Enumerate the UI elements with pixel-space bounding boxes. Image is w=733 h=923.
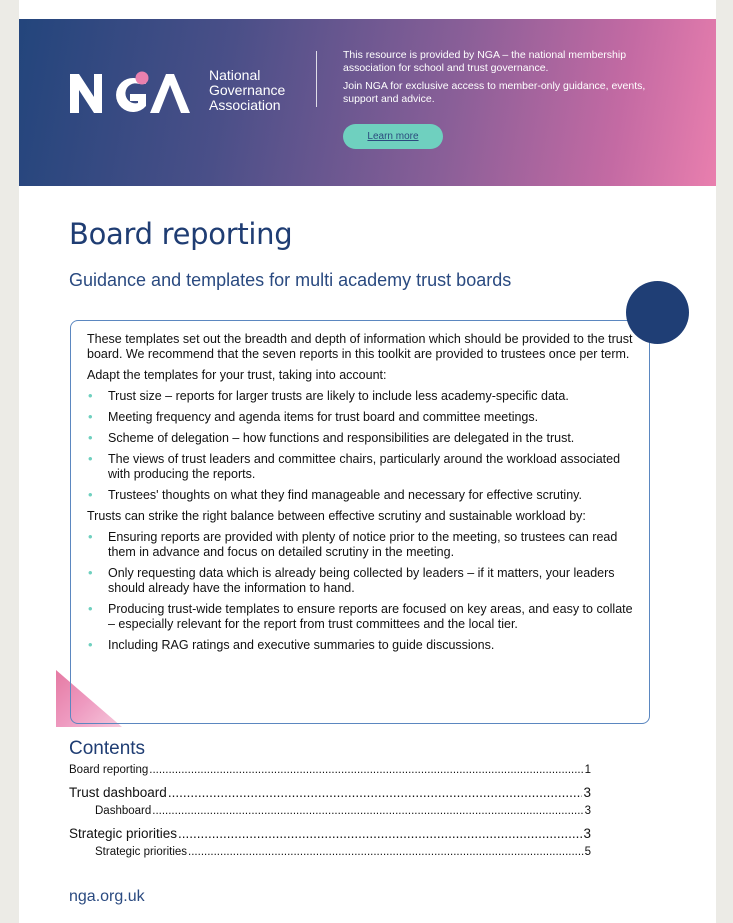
banner-info-text: Join NGA for exclusive access to member-only guidance, events, support and advice. [343, 80, 646, 105]
toc-entry[interactable] [69, 764, 591, 782]
list-item [87, 410, 633, 425]
list-item [87, 602, 633, 632]
list-item [87, 638, 633, 653]
nga-logo [70, 70, 202, 114]
toc-leader [152, 805, 583, 817]
toc-entry[interactable] [69, 785, 591, 805]
toc-entry-label: Board reporting [69, 764, 149, 776]
bullet-icon: • [88, 430, 93, 445]
toc-entry[interactable] [69, 826, 591, 846]
list-item [87, 530, 633, 560]
list-item-text: Meeting frequency and agenda items for trust board and committee meetings. [108, 410, 539, 424]
banner-divider [316, 51, 317, 107]
intro-paragraph: Trusts can strike the right balance between effective scrutiny and sustainable workload by: [87, 509, 586, 523]
list-item-text: Producing trust-wide templates to ensure reports are focused on key areas, and easy to collate – especially relevant for the report from trust committees and the local tier. [108, 602, 633, 631]
contents-heading: Contents [69, 738, 146, 759]
list-item-text: Trustees' thoughts on what they find manageable and necessary for effective scrutiny. [108, 488, 582, 502]
list-item-text: Scheme of delegation – how functions and responsibilities are delegated in the trust. [108, 431, 575, 445]
bullet-icon: • [88, 565, 93, 580]
toc-leader [188, 846, 584, 858]
toc-leader [149, 764, 583, 776]
page-subtitle: Guidance and templates for multi academy trust boards [69, 270, 512, 290]
toc-entry-page: 3 [583, 826, 591, 841]
toc-leader [178, 826, 582, 841]
toc-entry-page: 3 [584, 805, 591, 817]
document-page [19, 0, 716, 923]
toc-entry-label: Dashboard [95, 805, 152, 817]
intro-paragraph: Adapt the templates for your trust, taking into account: [87, 368, 387, 382]
toc-entry-page: 1 [584, 764, 591, 776]
intro-paragraph: These templates set out the breadth and depth of information which should be provided to the trust board. We recommend that the seven reports in this toolkit are provided to trustees once per term. [87, 332, 633, 361]
org-name [209, 68, 319, 113]
list-item [87, 566, 633, 596]
intro-box [70, 320, 650, 724]
list-item-text: Including RAG ratings and executive summaries to guide discussions. [108, 638, 495, 652]
decorative-navy-circle [626, 281, 689, 344]
bullet-icon: • [88, 601, 93, 616]
bullet-icon: • [88, 487, 93, 502]
org-name-line: National [209, 67, 261, 83]
page-title: Board reporting [69, 217, 293, 251]
list-item [87, 431, 633, 446]
banner-info [343, 49, 663, 111]
table-of-contents [69, 764, 591, 864]
toc-entry[interactable] [69, 805, 591, 823]
toc-entry-label: Strategic priorities [95, 846, 188, 858]
list-item [87, 389, 633, 404]
org-name-line: Governance [209, 82, 286, 98]
toc-entry-page: 3 [583, 785, 591, 800]
list-item-text: Trust size – reports for larger trusts are likely to include less academy-specific data. [108, 389, 569, 403]
balance-list [87, 530, 633, 653]
toc-entry-label: Strategic priorities [69, 826, 178, 841]
list-item-text: The views of trust leaders and committee chairs, particularly around the workload associated with producing the reports. [108, 452, 621, 481]
banner-info-text: This resource is provided by NGA – the national membership association for school and trust governance. [343, 49, 627, 74]
list-item-text: Only requesting data which is already being collected by leaders – if it matters, your leaders should already have the information to hand. [108, 566, 615, 595]
toc-entry-page: 5 [584, 846, 591, 858]
toc-entry-label: Trust dashboard [69, 785, 167, 800]
list-item-text: Ensuring reports are provided with plenty of notice prior to the meeting, so trustees can read them in advance and focus on detailed scrutiny in the meeting. [108, 530, 618, 559]
nga-logo-icon [70, 70, 202, 114]
bullet-icon: • [88, 409, 93, 424]
bullet-icon: • [88, 637, 93, 652]
website-link[interactable]: nga.org.uk [69, 888, 145, 905]
learn-more-button[interactable]: Learn more [343, 124, 443, 149]
toc-leader [168, 785, 583, 800]
list-item [87, 452, 633, 482]
bullet-icon: • [88, 388, 93, 403]
toc-entry[interactable] [69, 846, 591, 864]
bullet-icon: • [88, 529, 93, 544]
considerations-list [87, 389, 633, 503]
org-name-line: Association [209, 97, 281, 113]
list-item [87, 488, 633, 503]
bullet-icon: • [88, 451, 93, 466]
